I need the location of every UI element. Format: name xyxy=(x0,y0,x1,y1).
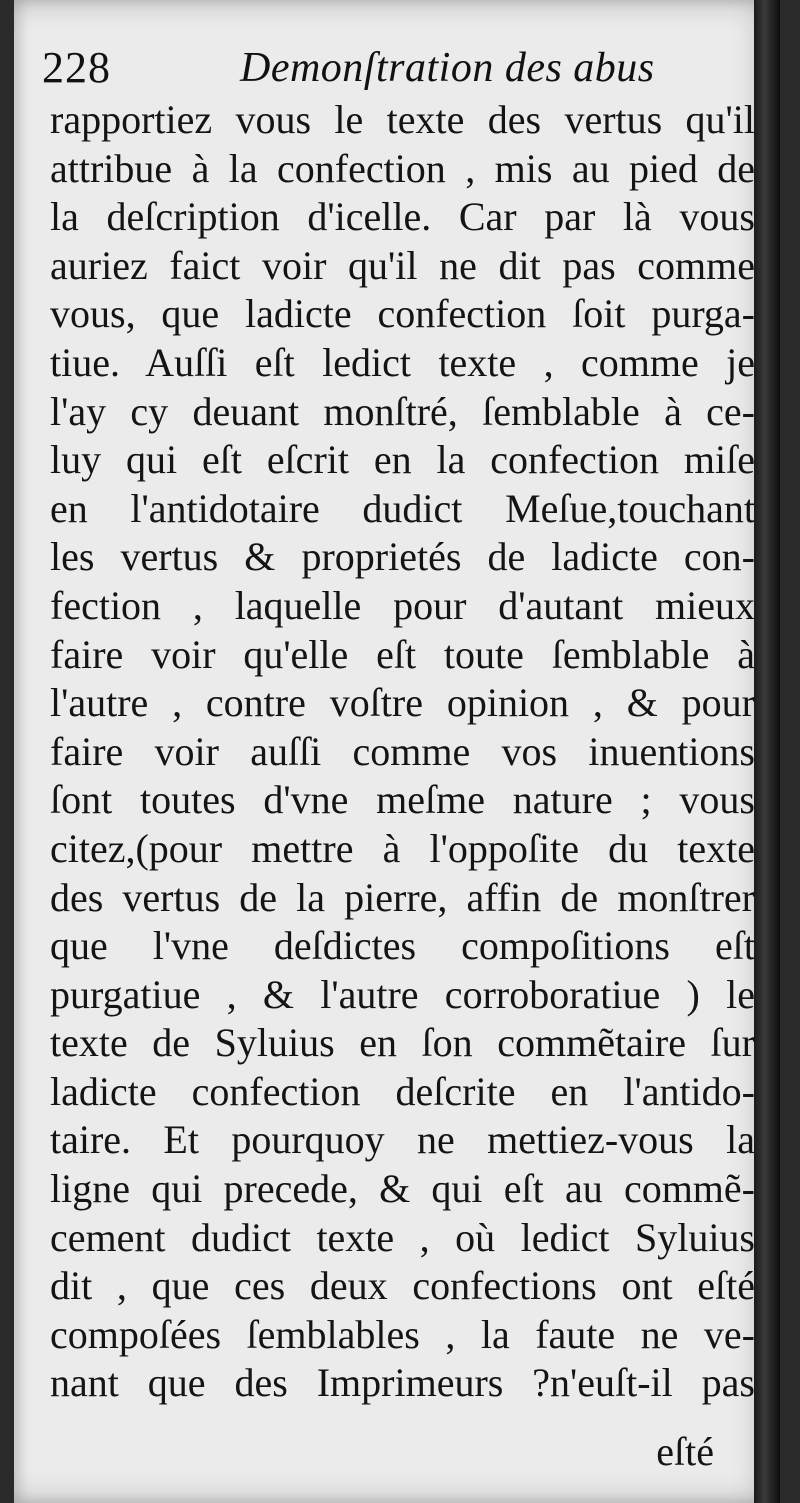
text-line: luy qui eſt eſcrit en la confection miſe xyxy=(50,437,755,483)
text-line: l'autre , contre voſtre opinion , & pour xyxy=(50,680,755,726)
text-line: tiue. Auſſi eſt ledict texte , comme je xyxy=(50,339,755,385)
text-line: auriez faict voir qu'il ne dit pas comme xyxy=(50,242,755,288)
text-line: dit , que ces deux confections ont eſté xyxy=(50,1263,755,1309)
text-line: faire voir auſſi comme vos inuentions xyxy=(50,728,755,774)
text-line: texte de Syluius en ſon commẽtaire ſur xyxy=(50,1020,755,1066)
running-head: Demonſtration des abus xyxy=(240,45,655,91)
text-line: ladicte confection deſcrite en l'antido- xyxy=(50,1068,755,1114)
text-line: rapportiez vous le texte des vertus qu'il xyxy=(50,97,755,142)
text-line: ligne qui precede, & qui eſt au commẽ- xyxy=(50,1166,755,1212)
catchword: eſté xyxy=(656,1429,714,1474)
text-line: fection , laquelle pour d'autant mieux xyxy=(50,582,755,628)
text-line: ſont toutes d'vne meſme nature ; vous xyxy=(50,777,755,823)
page-edge-shadow xyxy=(754,0,780,1503)
text-line: faire voir qu'elle eſt toute ſemblable à xyxy=(50,631,755,677)
text-line: que l'vne deſdictes compoſitions eſt xyxy=(50,923,755,969)
body-text xyxy=(50,96,755,1408)
text-line: compoſées ſemblables , la faute ne ve- xyxy=(50,1311,755,1357)
text-line: en l'antidotaire dudict Meſue,touchant xyxy=(50,485,755,531)
page-header xyxy=(42,40,742,102)
text-line: taire. Et pourquoy ne mettiez-vous la xyxy=(50,1117,755,1163)
text-line: attribue à la confection , mis au pied de xyxy=(50,145,755,191)
text-line: la deſcription d'icelle. Car par là vous xyxy=(50,194,755,240)
text-line: cement dudict texte , où ledict Syluius xyxy=(50,1214,755,1260)
text-line: des vertus de la pierre, affin de monſtrer xyxy=(50,874,755,920)
text-line: purgatiue , & l'autre corroboratiue ) le xyxy=(50,971,755,1017)
book-page xyxy=(14,0,780,1503)
text-line: l'ay cy deuant monſtré, ſemblable à ce- xyxy=(50,388,755,434)
text-line: vous, que ladicte confection ſoit purga- xyxy=(50,291,755,337)
text-line: citez,(pour mettre à l'oppoſite du texte xyxy=(50,825,755,871)
text-line: les vertus & proprietés de ladicte con- xyxy=(50,534,755,580)
page-number: 228 xyxy=(42,43,111,92)
text-line: nant que des Imprimeurs ?n'euſt-il pas xyxy=(50,1360,755,1406)
